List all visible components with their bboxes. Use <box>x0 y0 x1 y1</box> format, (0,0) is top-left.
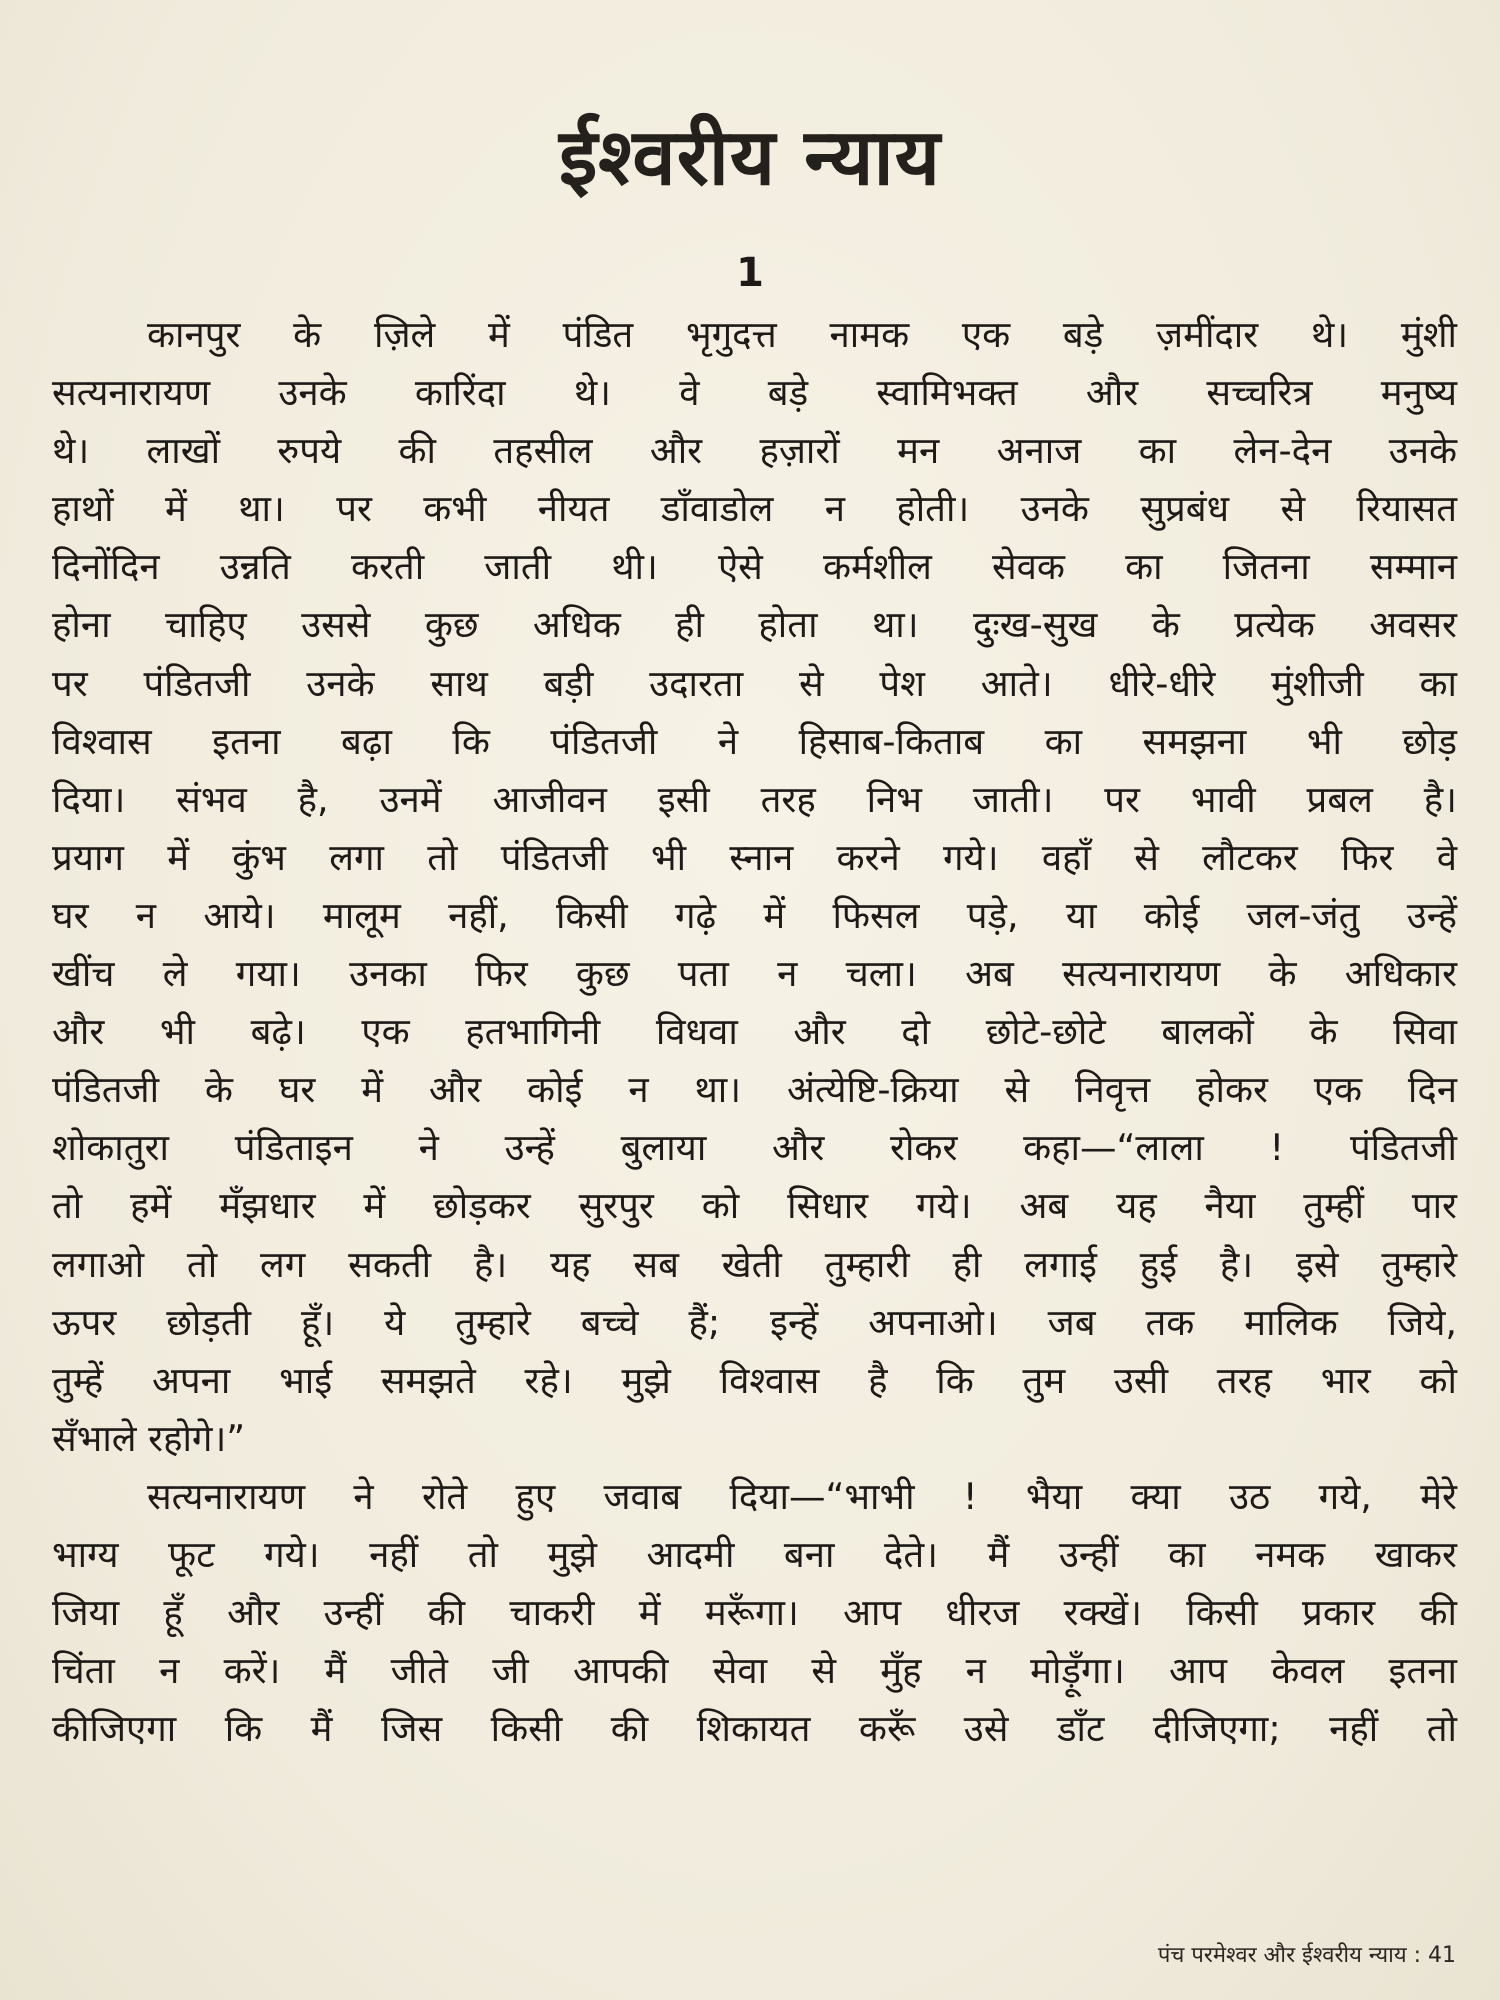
text-line: जिया हूँ और उन्हीं की चाकरी में मरूँगा। आप धीरज रक्खें। किसी प्रकार की <box>52 1591 1457 1635</box>
chapter-title: ईश्वरीय न्याय <box>558 113 941 203</box>
text-line: पंडितजी के घर में और कोई न था। अंत्येष्टि-क्रिया से निवृत्त होकर एक दिन <box>52 1068 1457 1112</box>
text-line: सत्यनारायण ने रोते हुए जवाब दिया—“भाभी ! भैया क्या उठ गये, मेरे <box>147 1474 1457 1518</box>
text-line: होना चाहिए उससे कुछ अधिक ही होता था। दुःख-सुख के प्रत्येक अवसर <box>52 603 1457 647</box>
text-line: घर न आये। मालूम नहीं, किसी गढ़े में फिसल पड़े, या कोई जल-जंतु उन्हें <box>52 893 1457 937</box>
text-line: सत्यनारायण उनके कारिंदा थे। वे बड़े स्वामिभक्त और सच्चरित्र मनुष्य <box>52 371 1457 415</box>
body-text <box>52 306 1457 1758</box>
text-line: प्रयाग में कुंभ लगा तो पंडितजी भी स्नान करने गये। वहाँ से लौटकर फिर वे <box>52 835 1457 879</box>
text-line: सँभाले रहोगे।” <box>52 1416 246 1460</box>
text-line: शोकातुरा पंडिताइन ने उन्हें बुलाया और रोकर कहा—“लाला ! पंडितजी <box>52 1126 1457 1170</box>
text-line: कानपुर के ज़िले में पंडित भृगुदत्त नामक एक बड़े ज़मींदार थे। मुंशी <box>147 313 1457 356</box>
text-line: हाथों में था। पर कभी नीयत डाँवाडोल न होती। उनके सुप्रबंध से रियासत <box>52 487 1457 531</box>
text-line: दिया। संभव है, उनमें आजीवन इसी तरह निभ जाती। पर भावी प्रबल है। <box>52 777 1457 821</box>
text-line: तो हमें मँझधार में छोड़कर सुरपुर को सिधार गये। अब यह नैया तुम्हीं पार <box>52 1184 1457 1228</box>
text-line: कीजिएगा कि मैं जिस किसी की शिकायत करूँ उसे डाँट दीजिएगा; नहीं तो <box>52 1707 1457 1751</box>
text-line: खींच ले गया। उनका फिर कुछ पता न चला। अब सत्यनारायण के अधिकार <box>52 952 1457 996</box>
text-line: भाग्य फूट गये। नहीं तो मुझे आदमी बना देते। मैं उन्हीं का नमक खाकर <box>52 1532 1457 1576</box>
text-line: तुम्हें अपना भाई समझते रहे। मुझे विश्वास है कि तुम उसी तरह भार को <box>52 1358 1457 1402</box>
text-line: दिनोंदिन उन्नति करती जाती थी। ऐसे कर्मशील सेवक का जितना सम्मान <box>52 545 1457 589</box>
page-footer: पंच परमेश्वर और ईश्वरीय न्याय : 41 <box>1157 1943 1456 1968</box>
text-line: पर पंडितजी उनके साथ बड़ी उदारता से पेश आते। धीरे-धीरे मुंशीजी का <box>52 661 1457 705</box>
text-line: चिंता न करें। मैं जीते जी आपकी सेवा से मुँह न मोड़ूँगा। आप केवल इतना <box>52 1649 1457 1693</box>
section-number: 1 <box>736 250 764 296</box>
text-line: थे। लाखों रुपये की तहसील और हज़ारों मन अनाज का लेन-देन उनके <box>52 429 1457 473</box>
text-line: ऊपर छोड़ती हूँ। ये तुम्हारे बच्चे हैं; इन्हें अपनाओ। जब तक मालिक जिये, <box>52 1300 1457 1344</box>
text-line: और भी बढ़े। एक हतभागिनी विधवा और दो छोटे-छोटे बालकों के सिवा <box>52 1010 1457 1054</box>
text-line: विश्वास इतना बढ़ा कि पंडितजी ने हिसाब-किताब का समझना भी छोड़ <box>52 719 1457 763</box>
text-line: लगाओ तो लग सकती है। यह सब खेती तुम्हारी ही लगाई हुई है। इसे तुम्हारे <box>52 1242 1457 1286</box>
